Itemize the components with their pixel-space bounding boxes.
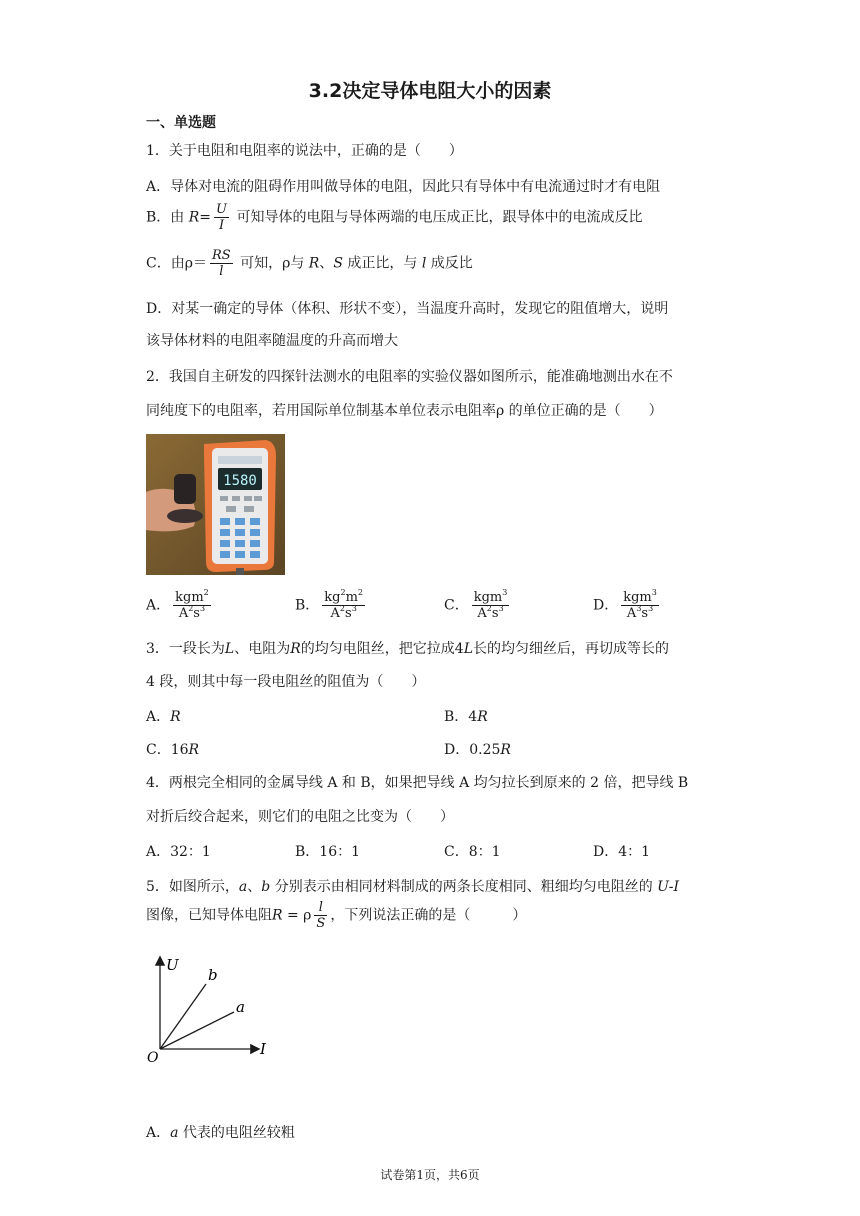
q2-option-d: D． $\frac{kgm^3}{A^3s^3}$ — [593, 588, 657, 621]
q5-stem-line2: 图像，已知导体电阻R = ρ $\frac{l}{S}$ ，下列说法正确的是（ ） — [146, 900, 527, 931]
line-b — [160, 984, 206, 1049]
fraction-rs-over-l: $\frac{RS}{l}$ — [211, 248, 231, 279]
section-heading: 一、单选题 — [146, 115, 216, 131]
q2-option-c: C． $\frac{kgm^3}{A^2s^3}$ — [444, 588, 508, 621]
page-title: 3.2决定导体电阻大小的因素 — [308, 80, 552, 102]
q4-option-b: B．16：1 — [295, 844, 361, 860]
q1-option-d-line1: D．对某一确定的导体（体积、形状不变），当温度升高时，发现它的阻值增大，说明 — [146, 301, 669, 317]
q2-stem-line2: 同纯度下的电阻率，若用国际单位制基本单位表示电阻率ρ 的单位正确的是（ ） — [146, 403, 663, 419]
line-b-label: b — [208, 966, 218, 984]
q4-stem-line1: 4．两根完全相同的金属导线 A 和 B，如果把导线 A 均匀拉长到原来的 2 倍，把导线 B — [146, 775, 689, 791]
q3-option-d: D．0.25R — [444, 742, 511, 758]
q3-option-c: C．16R — [146, 742, 200, 758]
q2-option-a: A． $\frac{kgm^2}{A^2s^3}$ — [146, 588, 209, 621]
y-axis-label: U — [166, 956, 179, 974]
q2-stem-line1: 2．我国自主研发的四探针法测水的电阻率的实验仪器如图所示，能准确地测出水在不 — [146, 369, 673, 385]
q1-stem: 1．关于电阻和电阻率的说法中，正确的是（ ） — [146, 143, 463, 159]
q3-option-b: B．4R — [444, 709, 488, 725]
q5-stem-line1: 5．如图所示，a、b 分别表示由相同材料制成的两条长度相同、粗细均匀电阻丝的 U-I — [146, 879, 679, 895]
q4-option-c: C．8：1 — [444, 844, 501, 860]
q4-stem-line2: 对折后绞合起来，则它们的电阻之比变为（ ） — [146, 809, 454, 825]
q4-option-a: A．32：1 — [146, 844, 211, 860]
q1-option-a: A．导体对电流的阻碍作用叫做导体的电阻，因此只有导体中有电流通过时才有电阻 — [146, 179, 661, 195]
fraction-l-over-s: $\frac{l}{S}$ — [316, 900, 326, 931]
fraction-u-over-i: $\frac{U}{I}$ — [216, 202, 227, 233]
meter-display: 1580 — [223, 473, 257, 489]
q5-option-a: A．a 代表的电阻丝较粗 — [146, 1125, 295, 1141]
x-axis-label: I — [260, 1040, 266, 1058]
line-a-label: a — [236, 998, 245, 1016]
q3-option-a: A．R — [146, 709, 181, 725]
line-a — [160, 1012, 234, 1049]
meter-photo — [146, 434, 285, 575]
ui-graph — [146, 950, 281, 1070]
q1-option-c: C．由ρ＝ $\frac{RS}{l}$ 可知，ρ与 R、S 成正比，与 l 成反比 — [146, 248, 473, 279]
q1-option-b: B．由 R= $\frac{U}{I}$ 可知导体的电阻与导体两端的电压成正比，跟导体中的电流成反比 — [146, 202, 643, 233]
page-footer: 试卷第1页，共6页 — [380, 1168, 480, 1182]
q4-option-d: D．4：1 — [593, 844, 651, 860]
q2-option-b: B． $\frac{kg^2m^2}{A^2s^3}$ — [295, 588, 364, 621]
q3-stem-line2: 4 段，则其中每一段电阻丝的阻值为（ ） — [146, 674, 426, 690]
q3-stem-line1: 3．一段长为L、电阻为R的均匀电阻丝，把它拉成4L长的均匀细丝后，再切成等长的 — [146, 641, 669, 657]
q1-option-d-line2: 该导体材料的电阻率随温度的升高而增大 — [146, 333, 398, 349]
origin-label: O — [147, 1050, 159, 1066]
